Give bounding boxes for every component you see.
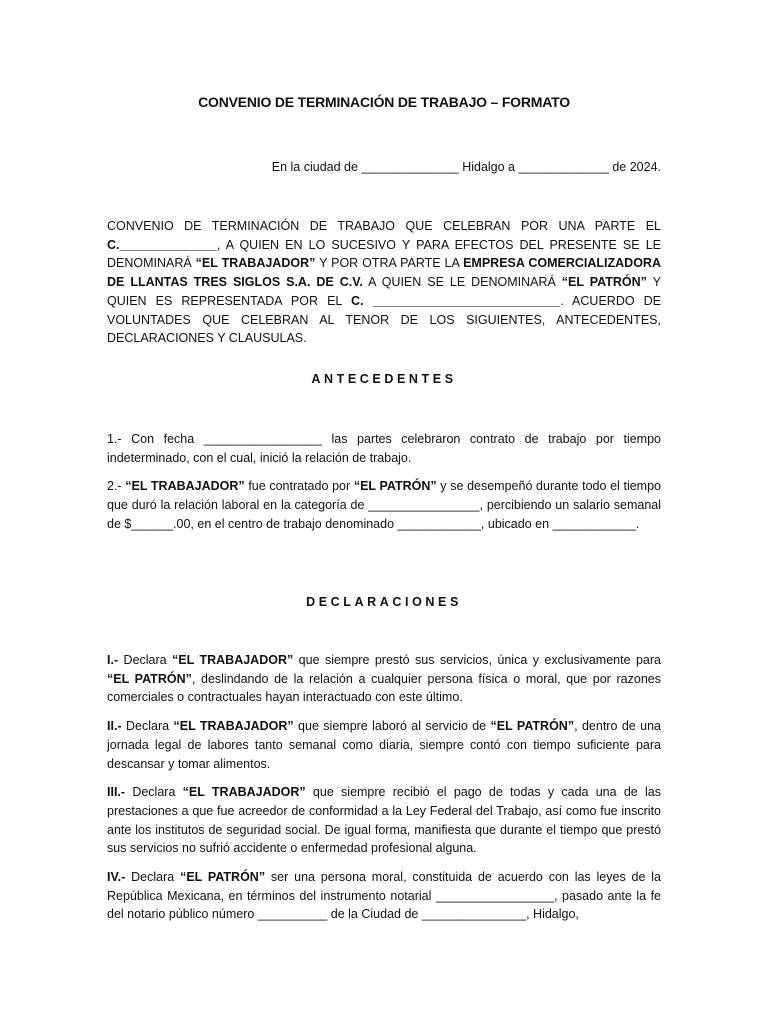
- bold-run: “EL TRABAJADOR”: [172, 653, 294, 667]
- bold-run: “EL TRABAJADOR”: [195, 256, 316, 271]
- bold-run: EMPRESA COMERCIALIZADORA DE LLANTAS TRES SIGLOS S.A. DE C.V.: [107, 256, 661, 290]
- bold-run: “EL TRABAJADOR”: [125, 479, 245, 494]
- document-title: CONVENIO DE TERMINACIÓN DE TRABAJO – FORMATO: [198, 94, 570, 110]
- declaraciones-heading: DECLARACIONES: [306, 595, 462, 609]
- intro-paragraph: [107, 217, 661, 348]
- text-run: Declara: [118, 653, 173, 667]
- declaracion-4: [107, 868, 661, 924]
- intro-section: [107, 217, 661, 358]
- bold-run: C. ___________________________: [350, 293, 561, 308]
- text-run: 2.-: [107, 479, 126, 494]
- text-run: , deslindando de la relación a cualquier persona física o moral, que por razones comerciales o contractuales hayan interactuado con este último.: [107, 671, 661, 705]
- declaracion-1: [107, 651, 661, 707]
- text-run: , dentro de una jornada legal de labores tanto semanal como diaria, siempre contó con tiempo suficiente para descansar y tomar alimentos.: [107, 719, 661, 771]
- declaracion-number: I.-: [107, 653, 119, 667]
- declaracion-number: IV.-: [107, 870, 126, 885]
- declaraciones-section: [107, 651, 661, 934]
- bold-run: “EL PATRÓN”: [490, 719, 575, 734]
- bold-run: “EL TRABAJADOR”: [182, 785, 306, 800]
- text-run: Y POR OTRA PARTE LA: [315, 256, 464, 271]
- bold-run: “EL PATRÓN”: [107, 671, 192, 686]
- text-run: que siempre laboró al servicio de: [293, 719, 491, 734]
- text-run: Declara: [125, 870, 181, 885]
- dateline: En la ciudad de ______________ Hidalgo a _____________ de 2024.: [271, 160, 661, 174]
- bold-run: “EL PATRÓN”: [353, 479, 437, 494]
- bold-run: C.______________: [107, 237, 217, 252]
- bold-run: “EL PATRÓN”: [561, 275, 647, 290]
- text-run: CONVENIO DE TERMINACIÓN DE TRABAJO QUE CELEBRAN POR UNA PARTE EL: [107, 219, 661, 233]
- antecedente-item-2: [107, 477, 661, 533]
- text-run: A QUIEN SE LE DENOMINARÁ: [362, 275, 562, 290]
- antecedentes-section: [107, 430, 661, 544]
- declaracion-number: III.-: [107, 785, 126, 800]
- text-run: Declara: [121, 719, 174, 734]
- text-run: que siempre prestó sus servicios, única y exclusivamente para: [293, 653, 661, 667]
- declaracion-3: [107, 783, 661, 858]
- text-run: ser una persona moral, constituida de acuerdo con las leyes de la República Mexicana, en términos del instrumento notarial _________________, pasado ante la fe del notario público número __________ de la Ciudad de _______________, Hidalgo,: [107, 870, 661, 922]
- declaracion-number: II.-: [107, 719, 122, 734]
- text-run: , A QUIEN EN LO SUCESIVO Y PARA EFECTOS DEL PRESENTE SE LE DENOMINARÁ: [107, 237, 661, 271]
- antecedentes-heading: ANTECEDENTES: [311, 372, 457, 386]
- antecedente-item-1: 1.- Con fecha _________________ las partes celebraron contrato de trabajo por tiempo indeterminado, con el cual, inició la relación de trabajo.: [107, 432, 661, 465]
- text-run: y se desempeñó durante todo el tiempo que duró la relación laboral en la categoría de ________________, percibiendo un salario semanal de $______.00, en el centro de trabajo denominado ____________, ubicado en ____________.: [107, 479, 661, 531]
- text-run: que siempre recibió el pago de todas y cada una de las prestaciones a que fue acreedor de conformidad a la Ley Federal del Trabajo, así como fue inscrito ante los institutos de seguridad social. De igual forma, manifiesta que durante el tiempo que prestó sus servicios no sufrió accidente o enfermedad profesional alguna.: [107, 785, 661, 856]
- text-run: . ACUERDO DE VOLUNTADES QUE CELEBRAN AL TENOR DE LOS SIGUIENTES, ANTECEDENTES, DECLARACIONES Y CLAUSULAS.: [107, 293, 661, 346]
- text-run: fue contratado por: [244, 479, 354, 494]
- bold-run: “EL PATRÓN”: [180, 870, 266, 885]
- declaracion-2: [107, 717, 661, 773]
- bold-run: “EL TRABAJADOR”: [173, 719, 294, 734]
- text-run: Y QUIEN ES REPRESENTADA POR EL: [107, 275, 661, 308]
- text-run: Declara: [125, 785, 183, 800]
